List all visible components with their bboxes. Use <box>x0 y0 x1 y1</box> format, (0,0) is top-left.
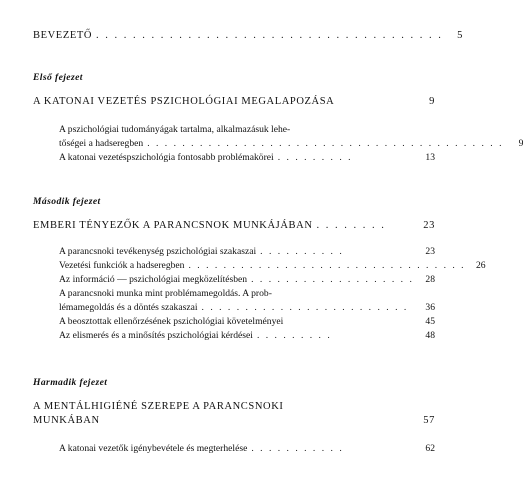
page-number: 62 <box>425 443 435 454</box>
page-number: 9 <box>429 96 435 107</box>
toc-entry: A pszichológiai tudományágak tartalma, alkalmazásuk lehe- <box>59 124 291 135</box>
dot-leader: . . . . . . . . . <box>277 152 353 163</box>
chapter-3-title-continued <box>33 415 435 426</box>
page-number: 48 <box>425 330 435 341</box>
page-number: 13 <box>425 152 435 163</box>
dot-leader: . . . . . . . . . . <box>260 246 344 257</box>
entry-title: Vezetési funkciók a hadseregben <box>59 260 185 271</box>
toc-entry-continued <box>59 138 523 149</box>
entry-title: A katonai vezetők igénybevétele és megterhelése <box>59 443 248 454</box>
page-number: 9 <box>518 138 523 149</box>
chapter-2-label: Második fejezet <box>33 196 101 207</box>
dot-leader: . . . . . . . . . . . . . . . . . . . . . . . . . . . . . . . . <box>188 260 466 271</box>
chapter-1-title <box>33 96 435 107</box>
entry-title: Az információ — pszichológiai megközelítésben <box>59 274 248 285</box>
entry-title: lémamegoldás és a döntés szakaszai <box>59 302 198 313</box>
entry-title: MUNKÁBAN <box>33 415 100 426</box>
toc-entry: A parancsnoki munka mint problémamegoldás. A prob- <box>59 288 272 299</box>
chapter-3-title: A MENTÁLHIGIÉNÉ SZEREPE A PARANCSNOKI <box>33 401 284 412</box>
page-number: 23 <box>423 220 435 231</box>
toc-entry-continued <box>59 302 435 313</box>
page-number: 28 <box>425 274 435 285</box>
entry-title: BEVEZETŐ <box>33 30 93 41</box>
toc-entry <box>59 246 435 257</box>
dot-leader: . . . . . . . . . . . . . . . . . . . <box>251 274 414 285</box>
dot-leader: . . . . . . . . . <box>256 330 332 341</box>
dot-leader: . . . . . . . . . . . . . . . . . . . . . . . . <box>201 302 409 313</box>
entry-title: Az elismerés és a minősítés pszichológiai kérdései <box>59 330 253 341</box>
entry-title: EMBERI TÉNYEZŐK A PARANCSNOK MUNKÁJÁBAN <box>33 220 313 231</box>
page-number: 26 <box>475 260 486 271</box>
entry-title: A parancsnoki tevékenység pszichológiai szakaszai <box>59 246 257 257</box>
toc-entry <box>59 260 486 271</box>
dot-leader: . . . . . . . . . . . . . . . . . . . . . . . . . . . . . . . . . . . . . . . . . <box>147 138 504 149</box>
chapter-1-label: Első fejezet <box>33 72 83 83</box>
entry-title: A KATONAI VEZETÉS PSZICHOLÓGIAI MEGALAPOZÁSA <box>33 96 335 107</box>
page-number: 57 <box>423 415 435 426</box>
entry-title: A beosztottak ellenőrzésének pszichológiai követelményei <box>59 316 284 327</box>
dot-leader: . . . . . . . . . . . <box>251 443 344 454</box>
dot-leader: . . . . . . . . <box>316 220 386 231</box>
page-number: 36 <box>425 302 435 313</box>
chapter-2-title <box>33 220 435 231</box>
entry-title: tőségei a hadseregben <box>59 138 144 149</box>
page-number: 5 <box>457 30 463 41</box>
toc-entry <box>59 330 435 341</box>
entry-title: A katonai vezetéspszichológia fontosabb problémakörei <box>59 152 274 163</box>
page-number: 45 <box>425 316 435 327</box>
chapter-3-label: Harmadik fejezet <box>33 377 108 388</box>
toc-entry-introduction <box>33 30 463 41</box>
dot-leader: . . . . . . . . . . . . . . . . . . . . . . . . . . . . . . . . . . . . . . <box>96 30 443 41</box>
toc-entry <box>59 443 435 454</box>
toc-entry <box>59 152 435 163</box>
page-number: 23 <box>425 246 435 257</box>
toc-entry <box>59 274 435 285</box>
toc-entry <box>59 316 435 327</box>
